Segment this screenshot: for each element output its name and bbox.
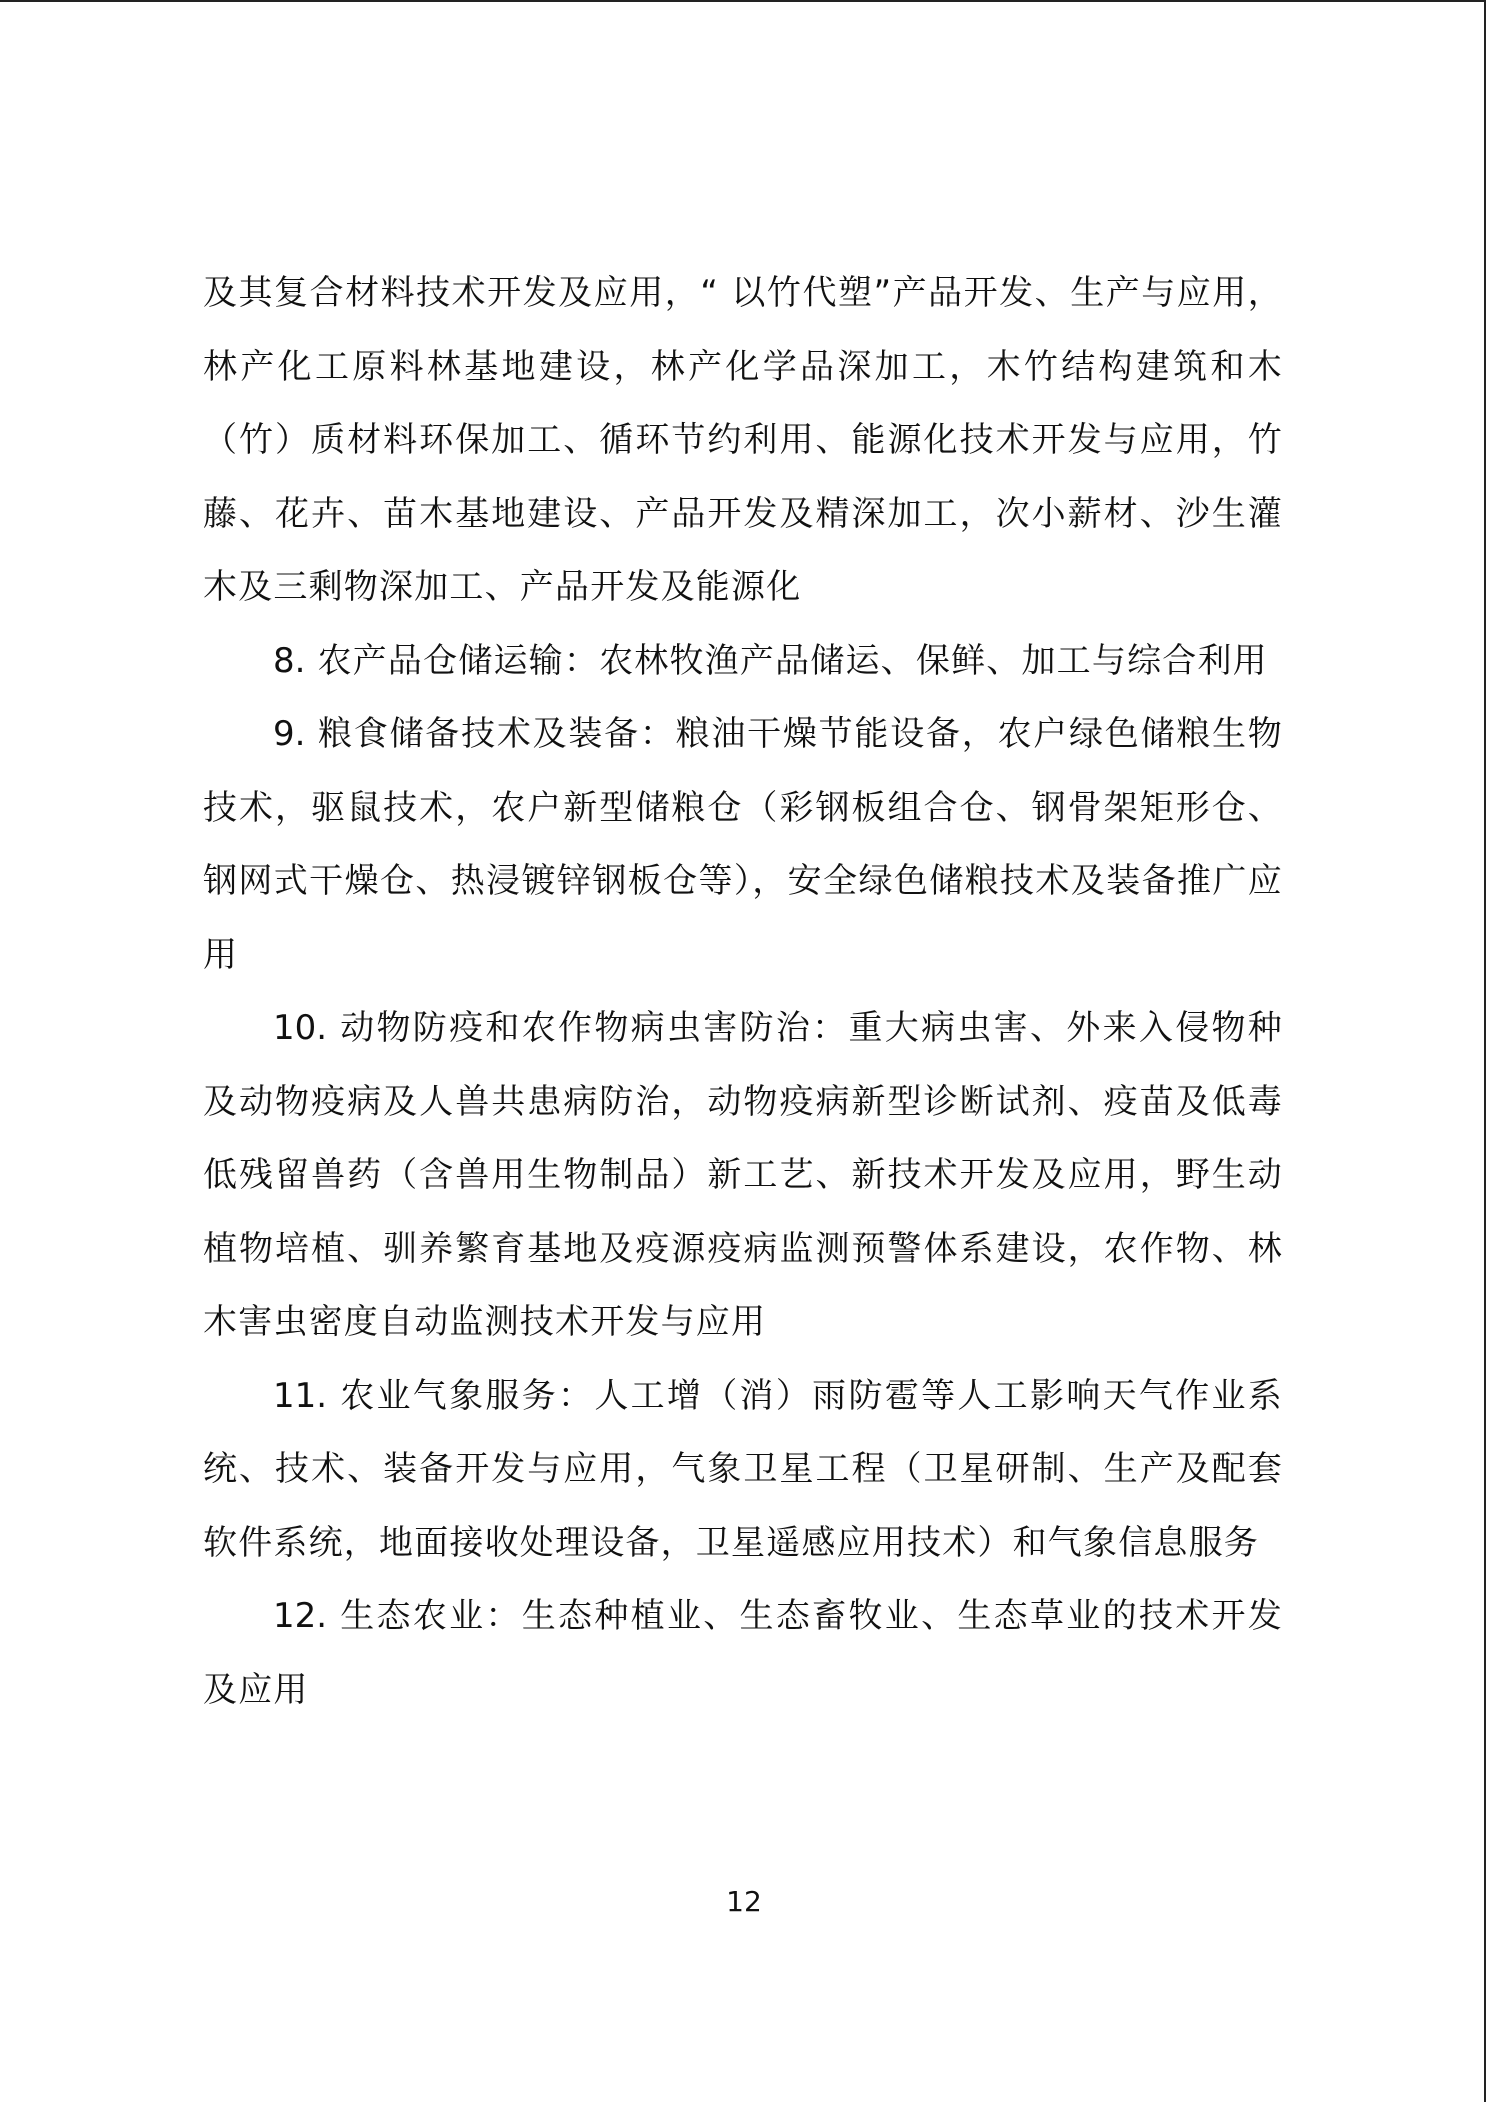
item-text: 动物防疫和农作物病虫害防治：重大病虫害、外来入侵物种及动物疫病及人兽共患病防治，动物疫病新型诊断试剂、疫苗及低毒低残留兽药（含兽用生物制品）新工艺、新技术开发及应用，野生动植物培植、驯养繁育基地及疫源疫病监测预警体系建设，农作物、林木害虫密度自动监测技术开发与应用 [203, 1008, 1284, 1342]
list-item-11 [203, 1360, 1283, 1581]
list-item-12 [203, 1580, 1283, 1727]
list-item-8 [203, 625, 1283, 699]
item-number: 10. [273, 1008, 328, 1048]
page-number: 12 [726, 1885, 762, 1918]
item-number: 9. [273, 714, 306, 754]
list-item-9 [203, 698, 1283, 992]
item-number: 11. [273, 1375, 328, 1416]
document-body [203, 257, 1283, 1727]
item-text: 生态农业：生态种植业、生态畜牧业、生态草业的技术开发及应用 [203, 1596, 1284, 1710]
item-number: 8. [273, 640, 306, 681]
item-number: 12. [273, 1596, 328, 1636]
item-text: 农产品仓储运输：农林牧渔产品储运、保鲜、加工与综合利用 [317, 640, 1268, 681]
item-text: 粮食储备技术及装备：粮油干燥节能设备，农户绿色储粮生物技术，驱鼠技术，农户新型储粮仓（彩钢板组合仓、钢骨架矩形仓、钢网式干燥仓、热浸镀锌钢板仓等），安全绿色储粮技术及装备推广应用 [203, 714, 1283, 975]
paragraph-continuation [203, 257, 1283, 625]
list-item-10 [203, 992, 1283, 1360]
paragraph-text: 及其复合材料技术开发及应用，“ 以竹代塑”产品开发、生产与应用，林产化工原料林基地建设，林产化学品深加工，木竹结构建筑和木（竹）质材料环保加工、循环节约利用、能源化技术开发与应用，竹藤、花卉、苗木基地建设、产品开发及精深加工，次小薪材、沙生灌木及三剩物深加工、产品开发及能源化 [203, 273, 1283, 607]
item-text: 农业气象服务：人工增（消）雨防雹等人工影响天气作业系统、技术、装备开发与应用，气象卫星工程（卫星研制、生产及配套软件系统，地面接收处理设备，卫星遥感应用技术）和气象信息服务 [203, 1375, 1284, 1563]
